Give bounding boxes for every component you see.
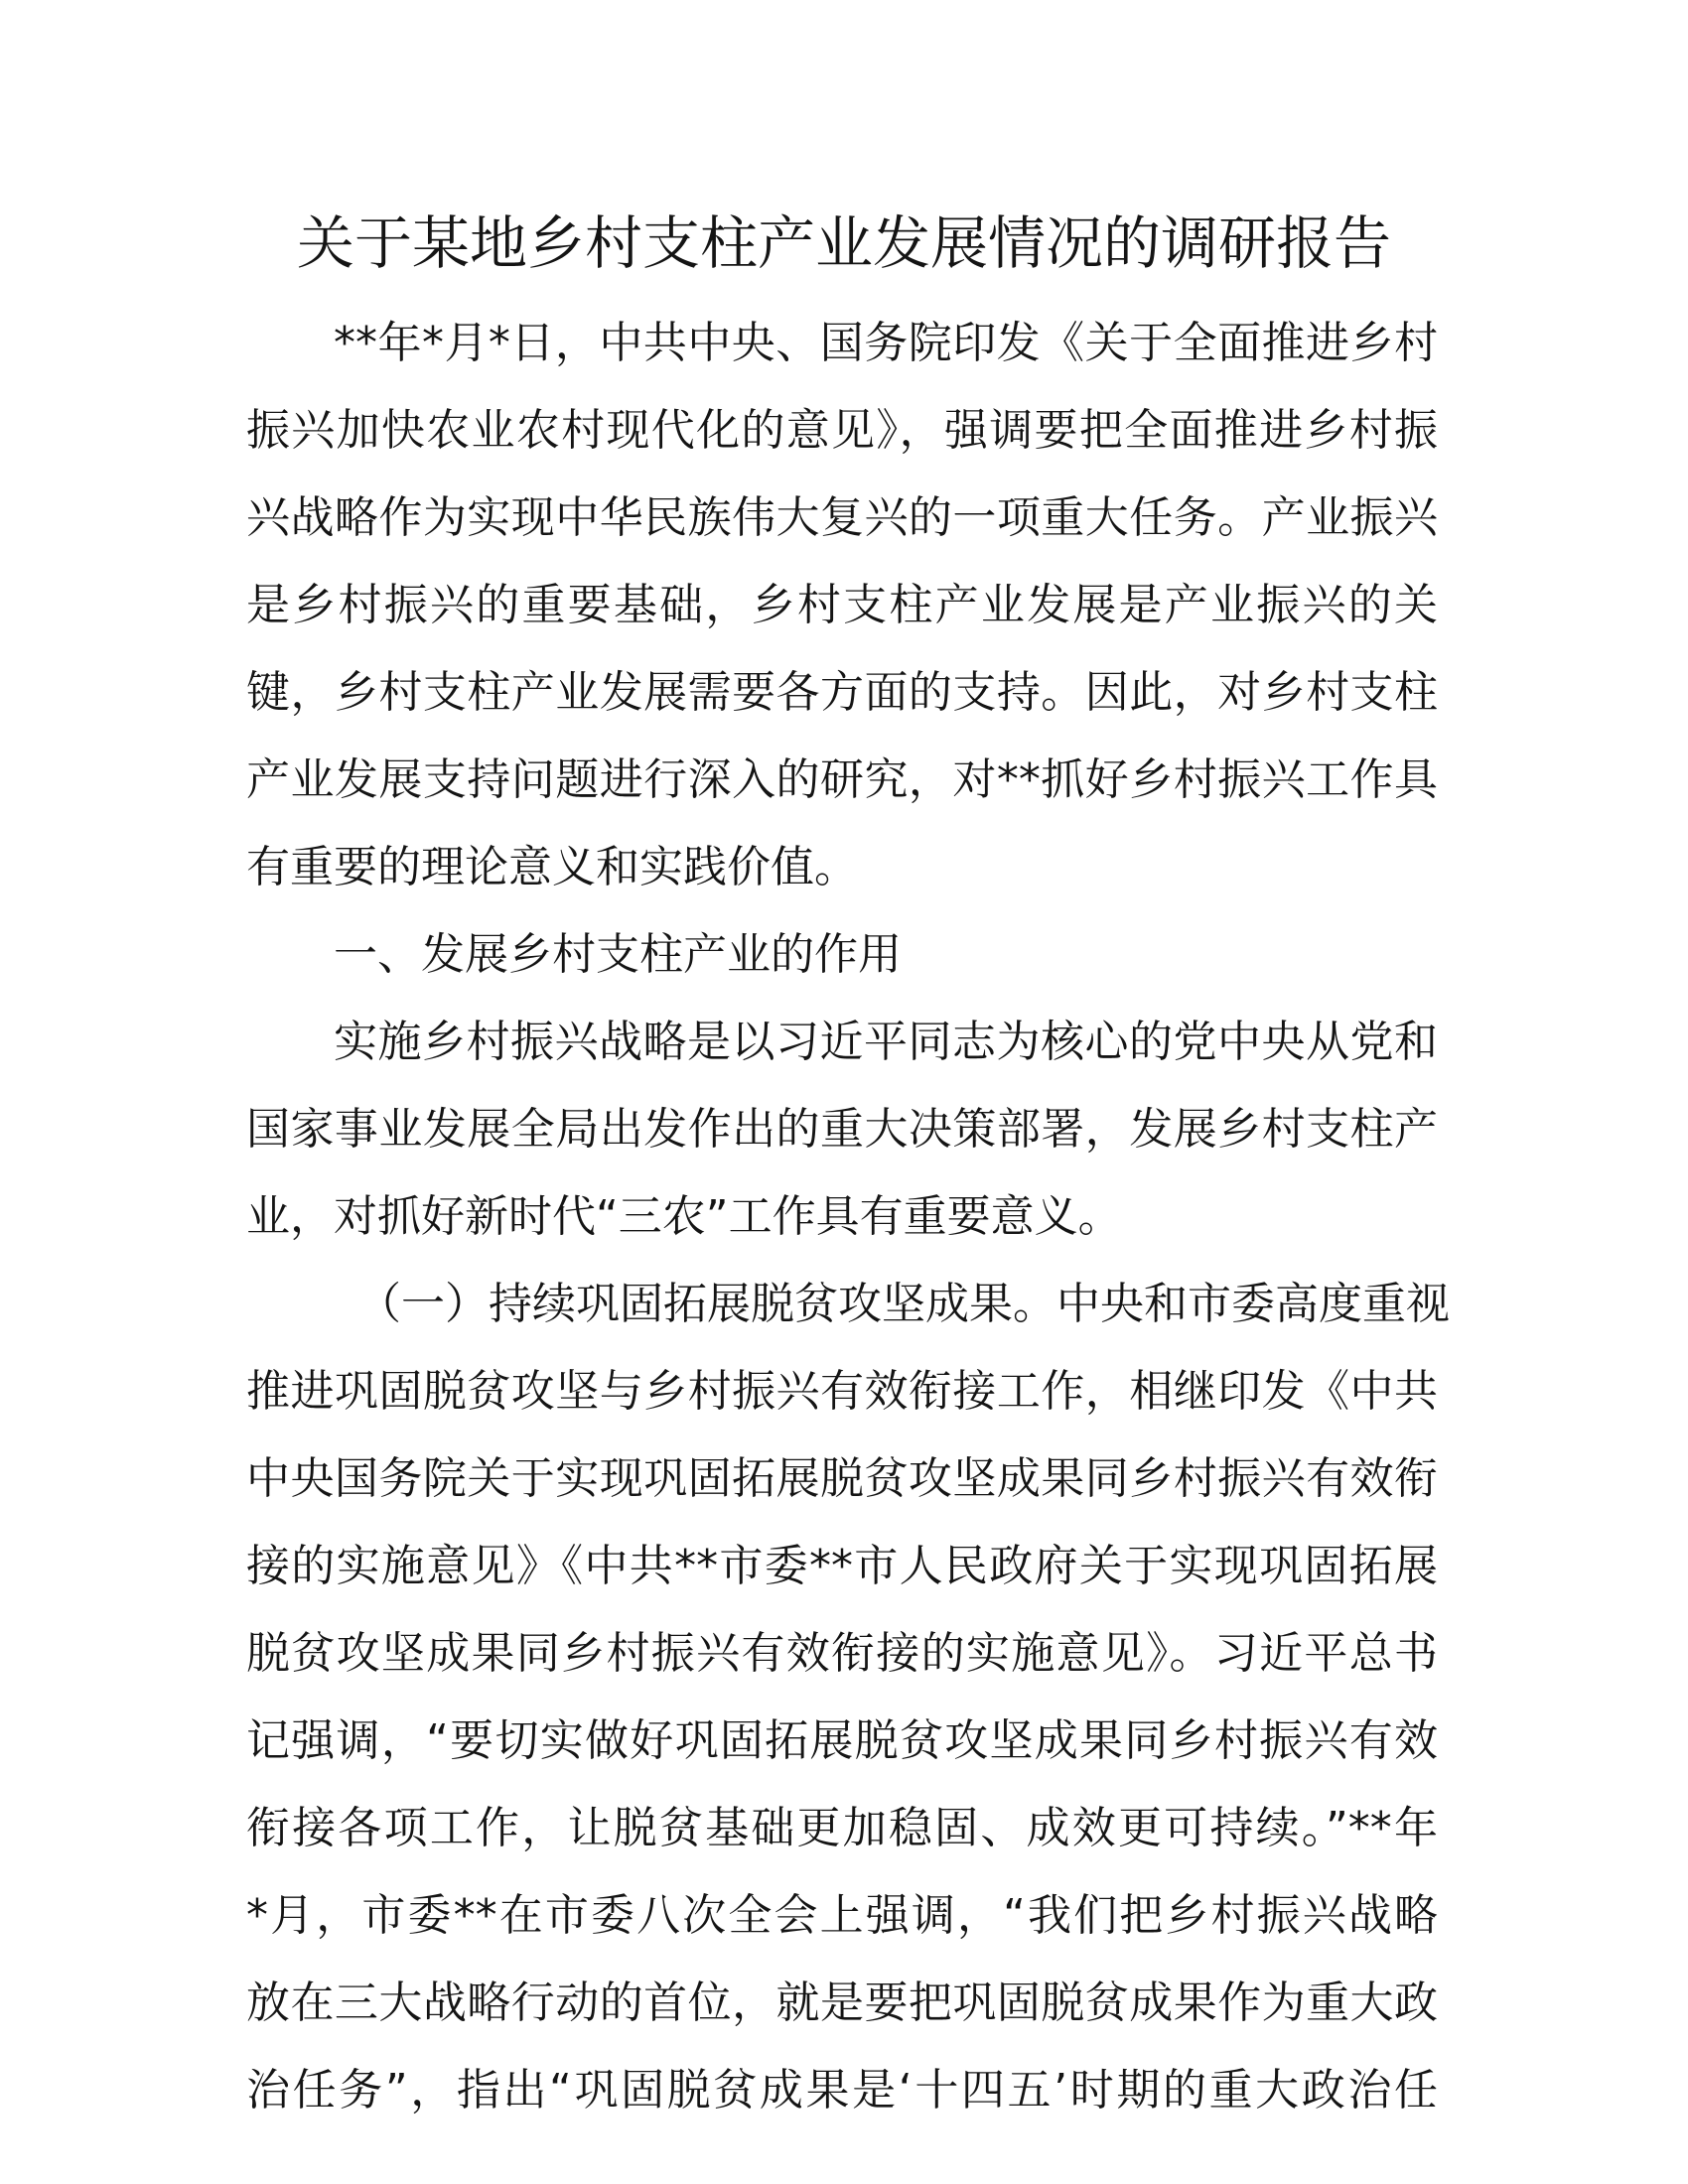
text-line: 是乡村振兴的重要基础，乡村支柱产业发展是产业振兴的关 bbox=[246, 580, 1438, 630]
text-line: 产业发展支持问题进行深入的研究，对**抓好乡村振兴工作具 bbox=[246, 754, 1438, 805]
text-line: 中央国务院关于实现巩固拓展脱贫攻坚成果同乡村振兴有效衔 bbox=[246, 1453, 1438, 1504]
text-line: 脱贫攻坚成果同乡村振兴有效衔接的实施意见》。习近平总书 bbox=[246, 1628, 1438, 1679]
text-line: 放在三大战略行动的首位，就是要把巩固脱贫成果作为重大政 bbox=[246, 1978, 1438, 2028]
text-line: 国家事业发展全局出发作出的重大决策部署，发展乡村支柱产 bbox=[246, 1104, 1438, 1155]
document-title: 关于某地乡村支柱产业发展情况的调研报告 bbox=[296, 209, 1391, 277]
text-line: 键，乡村支柱产业发展需要各方面的支持。因此，对乡村支柱 bbox=[246, 667, 1438, 718]
text-line: *月，市委**在市委八次全会上强调，“我们把乡村振兴战略 bbox=[246, 1890, 1438, 1941]
text-line: 衔接各项工作，让脱贫基础更加稳固、成效更可持续。”**年 bbox=[246, 1803, 1438, 1853]
section-heading: 一、发展乡村支柱产业的作用 bbox=[334, 929, 902, 980]
text-line: 业，对抓好新时代“三农”工作具有重要意义。 bbox=[246, 1191, 1122, 1242]
text-line: **年*月*日，中共中央、国务院印发《关于全面推进乡村 bbox=[334, 318, 1438, 368]
text-line: 记强调，“要切实做好巩固拓展脱贫攻坚成果同乡村振兴有效 bbox=[246, 1715, 1438, 1766]
text-line: 推进巩固脱贫攻坚与乡村振兴有效衔接工作，相继印发《中共 bbox=[246, 1366, 1438, 1417]
text-line: 有重要的理论意义和实践价值。 bbox=[246, 842, 858, 892]
subsection-lead: （一）持续巩固拓展脱贫攻坚成果。中央和市委高度重视 bbox=[357, 1279, 1450, 1329]
text-line: 振兴加快农业农村现代化的意见》，强调要把全面推进乡村振 bbox=[246, 405, 1438, 456]
text-line: 实施乡村振兴战略是以习近平同志为核心的党中央从党和 bbox=[334, 1017, 1438, 1067]
text-line: 兴战略作为实现中华民族伟大复兴的一项重大任务。产业振兴 bbox=[246, 492, 1438, 543]
text-line: 接的实施意见》《中共**市委**市人民政府关于实现巩固拓展 bbox=[246, 1541, 1438, 1591]
text-line: 治任务”，指出“巩固脱贫成果是‘十四五’时期的重大政治任 bbox=[246, 2065, 1438, 2116]
